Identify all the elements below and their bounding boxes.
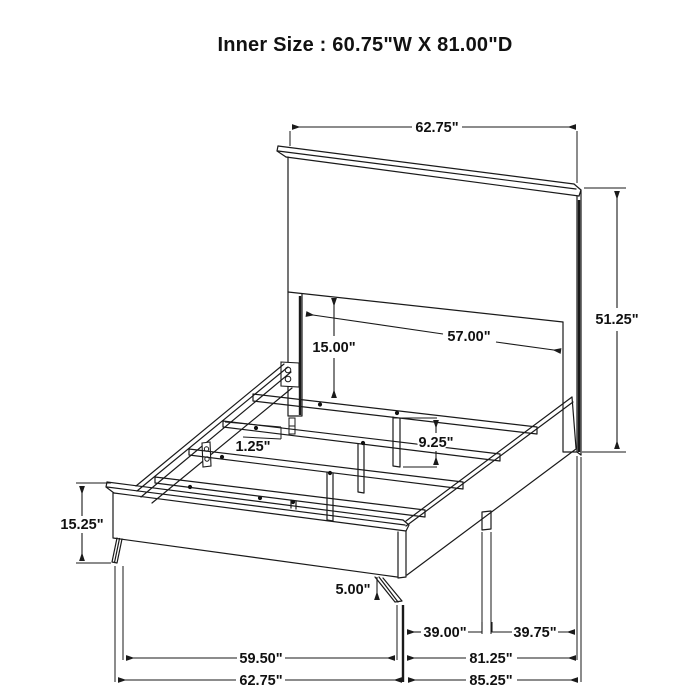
- dim-panel-to-slat-label: 15.00": [312, 340, 356, 356]
- dim-footboard-height-label: 15.25": [60, 517, 104, 533]
- dim-rail-inner-length-label: 81.25": [469, 651, 513, 667]
- dim-footboard-width-label: 62.75": [239, 673, 283, 689]
- extension-lines: [76, 131, 626, 682]
- dim-center-to-headboard-leg-label: 39.75": [513, 625, 557, 641]
- diagram-title: Inner Size : 60.75"W X 81.00"D: [217, 34, 513, 56]
- dim-center-leg-height-label: 9.25": [418, 435, 454, 451]
- slats: [155, 394, 537, 517]
- dim-headboard-width-label: 62.75": [415, 120, 459, 136]
- dim-headboard-height-label: 51.25": [595, 312, 639, 328]
- dim-inner-width-label: 57.00": [447, 329, 491, 345]
- dim-front-to-center-leg-label: 39.00": [423, 625, 467, 641]
- dimension-lines: [60, 120, 638, 689]
- dim-footboard-leg-height-label: 5.00": [335, 582, 371, 598]
- dim-slat-thickness-label: 1.25": [235, 439, 271, 455]
- dim-footboard-inner-width-label: 59.50": [239, 651, 283, 667]
- left-side-rail: [136, 364, 292, 503]
- dim-overall-depth-label: 85.25": [469, 673, 513, 689]
